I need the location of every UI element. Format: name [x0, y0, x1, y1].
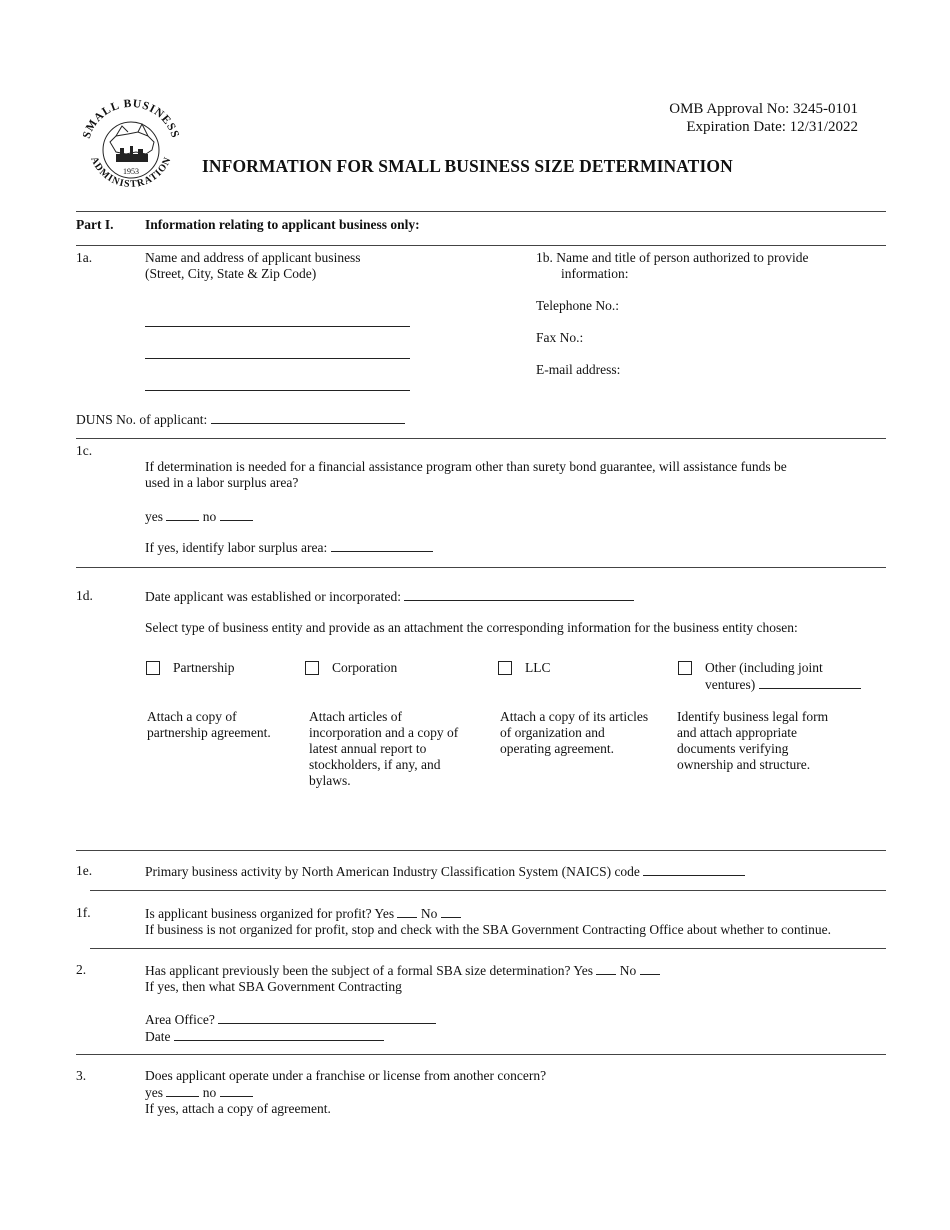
other-desc-line: ownership and structure.: [677, 757, 811, 772]
section-3-number: 3.: [76, 1068, 87, 1083]
section-1a-sublabel: (Street, City, State & Zip Code): [145, 266, 317, 281]
telephone-label: Telephone No.:: [536, 298, 620, 313]
entity-select-instructions: Select type of business entity and provide as an attachment the corresponding information for the business entity chosen:: [145, 620, 798, 635]
franchise-question: Does applicant operate under a franchise or license from another concern?: [145, 1068, 547, 1083]
section-1b-label: 1b. Name and title of person authorized to provide: [536, 250, 809, 265]
naics-label: Primary business activity by North American Industry Classification System (NAICS) code: [145, 864, 640, 879]
corporation-desc-line: stockholders, if any, and: [309, 757, 441, 772]
labor-surplus-question: If determination is needed for a financial assistance program other than surety bond guarantee, will assistance funds be: [145, 459, 787, 474]
franchise-yes-label: yes: [145, 1085, 163, 1100]
for-profit-yes-field[interactable]: [397, 905, 417, 918]
for-profit-no-field[interactable]: [441, 905, 461, 918]
franchise-yes-field[interactable]: [166, 1084, 199, 1097]
section-1f-number: 1f.: [76, 905, 91, 920]
partnership-desc-line: Attach a copy of: [147, 709, 237, 724]
prior-determination-question: Has applicant previously been the subject of a formal SBA size determination? Yes: [145, 963, 594, 978]
other-desc-line: documents verifying: [677, 741, 789, 756]
address-line-3[interactable]: [145, 378, 410, 391]
section-2-number: 2.: [76, 962, 87, 977]
llc-desc-line: Attach a copy of its articles: [500, 709, 649, 724]
labor-surplus-area-label: If yes, identify labor surplus area:: [145, 540, 328, 555]
form-title: INFORMATION FOR SMALL BUSINESS SIZE DETERMINATION: [202, 156, 733, 176]
corporation-desc-line: incorporation and a copy of: [309, 725, 459, 740]
prior-determination-no-label: No: [619, 963, 637, 978]
other-entity-field[interactable]: [759, 676, 861, 689]
option-other-label: Other (including joint: [705, 660, 823, 675]
labor-surplus-yes-field[interactable]: [166, 508, 199, 521]
franchise-no-label: no: [202, 1085, 217, 1100]
franchise-instruction: If yes, attach a copy of agreement.: [145, 1101, 331, 1116]
partnership-desc-line: partnership agreement.: [147, 725, 271, 740]
duns-field[interactable]: [211, 411, 405, 424]
checkbox-partnership[interactable]: [146, 661, 160, 675]
labor-surplus-area-field[interactable]: [331, 539, 433, 552]
section-1b-label-cont: information:: [561, 266, 629, 281]
section-1a-number: 1a.: [76, 250, 93, 265]
franchise-no-field[interactable]: [220, 1084, 253, 1097]
address-line-1[interactable]: [145, 314, 410, 327]
yes-label: yes: [145, 509, 163, 524]
option-partnership-label: Partnership: [173, 660, 235, 675]
section-1a-label: Name and address of applicant business: [145, 250, 361, 265]
checkbox-llc[interactable]: [498, 661, 512, 675]
checkbox-other[interactable]: [678, 661, 692, 675]
option-llc-label: LLC: [525, 660, 551, 675]
sba-seal-logo: [76, 92, 186, 202]
area-office-label: Area Office?: [145, 1012, 215, 1027]
area-office-field[interactable]: [218, 1011, 436, 1024]
for-profit-instruction: If business is not organized for profit, stop and check with the SBA Government Contracting Office about whether to continue.: [145, 922, 831, 937]
labor-surplus-no-field[interactable]: [220, 508, 253, 521]
duns-label: DUNS No. of applicant:: [76, 412, 208, 427]
expiration-date: Expiration Date: 12/31/2022: [686, 119, 858, 135]
established-date-field[interactable]: [404, 588, 634, 601]
seal-top-text: SMALL BUSINESS: [80, 97, 182, 141]
corporation-desc-line: latest annual report to: [309, 741, 427, 756]
section-1e-number: 1e.: [76, 863, 93, 878]
llc-desc-line: operating agreement.: [500, 741, 614, 756]
corporation-desc-line: Attach articles of: [309, 709, 402, 724]
option-corporation-label: Corporation: [332, 660, 398, 675]
prior-determination-no-field[interactable]: [640, 962, 660, 975]
section-1d-number: 1d.: [76, 588, 93, 603]
date-label: Date: [145, 1029, 171, 1044]
prior-determination-yes-field[interactable]: [596, 962, 616, 975]
corporation-desc-line: bylaws.: [309, 773, 351, 788]
naics-field[interactable]: [643, 863, 745, 876]
section-1c-number: 1c.: [76, 443, 93, 458]
checkbox-corporation[interactable]: [305, 661, 319, 675]
no-label: no: [202, 509, 217, 524]
fax-label: Fax No.:: [536, 330, 584, 345]
seal-bottom-text: ADMINISTRATION: [88, 155, 174, 191]
llc-desc-line: of organization and: [500, 725, 605, 740]
for-profit-question: Is applicant business organized for profit? Yes: [145, 906, 395, 921]
prior-determination-followup: If yes, then what SBA Government Contracting: [145, 979, 402, 994]
established-date-label: Date applicant was established or incorporated:: [145, 589, 402, 604]
part-label: Part I.: [76, 217, 114, 232]
determination-date-field[interactable]: [174, 1028, 384, 1041]
other-desc-line: and attach appropriate: [677, 725, 797, 740]
address-line-2[interactable]: [145, 346, 410, 359]
part-heading: Information relating to applicant business only:: [145, 217, 420, 232]
other-desc-line: Identify business legal form: [677, 709, 829, 724]
email-label: E-mail address:: [536, 362, 621, 377]
seal-year: 1953: [123, 167, 139, 176]
labor-surplus-question-cont: used in a labor surplus area?: [145, 475, 299, 490]
omb-approval: OMB Approval No: 3245-0101: [669, 101, 858, 117]
for-profit-no-label: No: [420, 906, 438, 921]
option-other-label-cont: ventures): [705, 677, 756, 692]
